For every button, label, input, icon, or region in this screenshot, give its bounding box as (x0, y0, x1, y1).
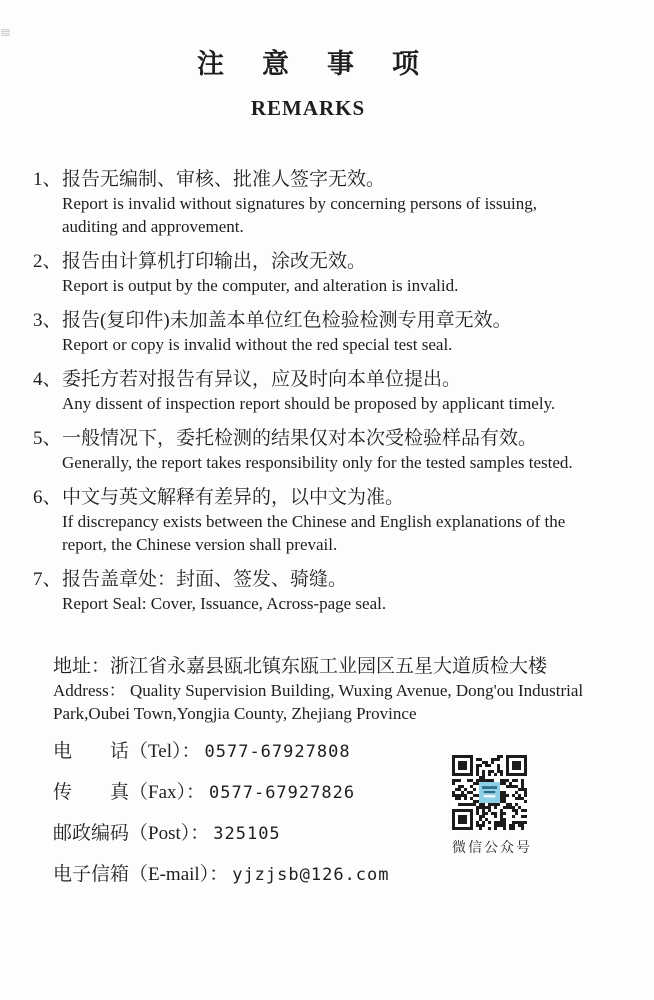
remark-item-2 (33, 250, 654, 297)
remark-text-en: Report is output by the computer, and alteration is invalid. (62, 276, 459, 295)
contact-value: 325105 (213, 824, 281, 844)
remark-number: 3、 (33, 310, 62, 331)
contact-label: 电子信箱（E-mail）： (53, 864, 229, 885)
remark-text (62, 250, 458, 297)
remark-number: 5、 (33, 428, 62, 449)
remark-number: 2、 (33, 251, 62, 272)
remark-text-en: If discrepancy exists between the Chinese and English explanations of the (62, 512, 566, 531)
remark-text-en: Report is invalid without signatures by concerning persons of issuing, (62, 194, 537, 213)
remark-text-zh: 报告(复印件)未加盖本单位红色检验检测专用章无效。 (62, 310, 512, 331)
contact-block (53, 740, 654, 888)
remark-item-7 (33, 568, 654, 615)
remark-text (62, 368, 555, 415)
remark-text-en: report, the Chinese version shall prevail. (62, 535, 338, 554)
remarks-list (33, 168, 654, 615)
remark-text-zh: 报告盖章处：封面、签发、骑缝。 (62, 569, 348, 590)
contact-row-fax (53, 781, 654, 806)
address-zh: 地址：浙江省永嘉县瓯北镇东瓯工业园区五星大道质检大楼 (53, 656, 548, 677)
remark-item-6 (33, 486, 654, 556)
remark-item-4 (33, 368, 654, 415)
remark-text-en: auditing and approvement. (62, 217, 244, 236)
remark-text-zh: 报告无编制、审核、批准人签字无效。 (62, 169, 386, 190)
remark-number: 7、 (33, 569, 62, 590)
page-title-zh: 注意事项 (197, 49, 457, 79)
remark-text (62, 486, 565, 556)
contact-row-tel (53, 740, 654, 765)
remark-text-zh: 一般情况下，委托检测的结果仅对本次受检验样品有效。 (62, 428, 538, 449)
contact-label: 电 话（Tel）： (53, 741, 201, 762)
address-block (53, 655, 654, 725)
address-en: Park,Oubei Town,Yongjia County, Zhejiang Province (53, 704, 417, 723)
remark-number: 4、 (33, 369, 62, 390)
contact-row-email (53, 863, 654, 888)
remark-item-3 (33, 309, 654, 356)
scan-artifact (1, 29, 10, 36)
remark-text-en: Report Seal: Cover, Issuance, Across-page seal. (62, 594, 387, 613)
remark-item-5 (33, 427, 654, 474)
contact-value: yjzjsb@126.com (232, 865, 390, 885)
page-title-en: REMARKS (250, 96, 366, 120)
remark-text-zh: 委托方若对报告有异议，应及时向本单位提出。 (62, 369, 462, 390)
remark-text (62, 568, 386, 615)
remark-item-1 (33, 168, 654, 238)
remark-text-en: Generally, the report takes responsibility only for the tested samples tested. (62, 453, 573, 472)
remark-text-en: Any dissent of inspection report should be proposed by applicant timely. (62, 394, 556, 413)
remark-number: 1、 (33, 169, 62, 190)
remark-text (62, 168, 537, 238)
remark-text (62, 309, 512, 356)
contact-label: 邮政编码（Post）： (53, 823, 210, 844)
wechat-qr-caption: 微信公众号 (452, 841, 532, 856)
wechat-qr-block (452, 755, 532, 857)
contact-row-post (53, 822, 654, 847)
contact-value: 0577-67927826 (209, 783, 356, 803)
contact-label: 传 真（Fax）： (53, 782, 206, 803)
remark-text-en: Report or copy is invalid without the red special test seal. (62, 335, 453, 354)
contact-value: 0577-67927808 (204, 742, 351, 762)
remark-text (62, 427, 573, 474)
remark-number: 6、 (33, 487, 62, 508)
remark-text-zh: 报告由计算机打印输出，涂改无效。 (62, 251, 367, 272)
wechat-qr-code-icon (452, 755, 528, 830)
address-en: Address： Quality Supervision Building, Wuxing Avenue, Dong'ou Industrial (53, 681, 584, 700)
page-header (0, 0, 654, 121)
remark-text-zh: 中文与英文解释有差异的，以中文为准。 (62, 487, 405, 508)
